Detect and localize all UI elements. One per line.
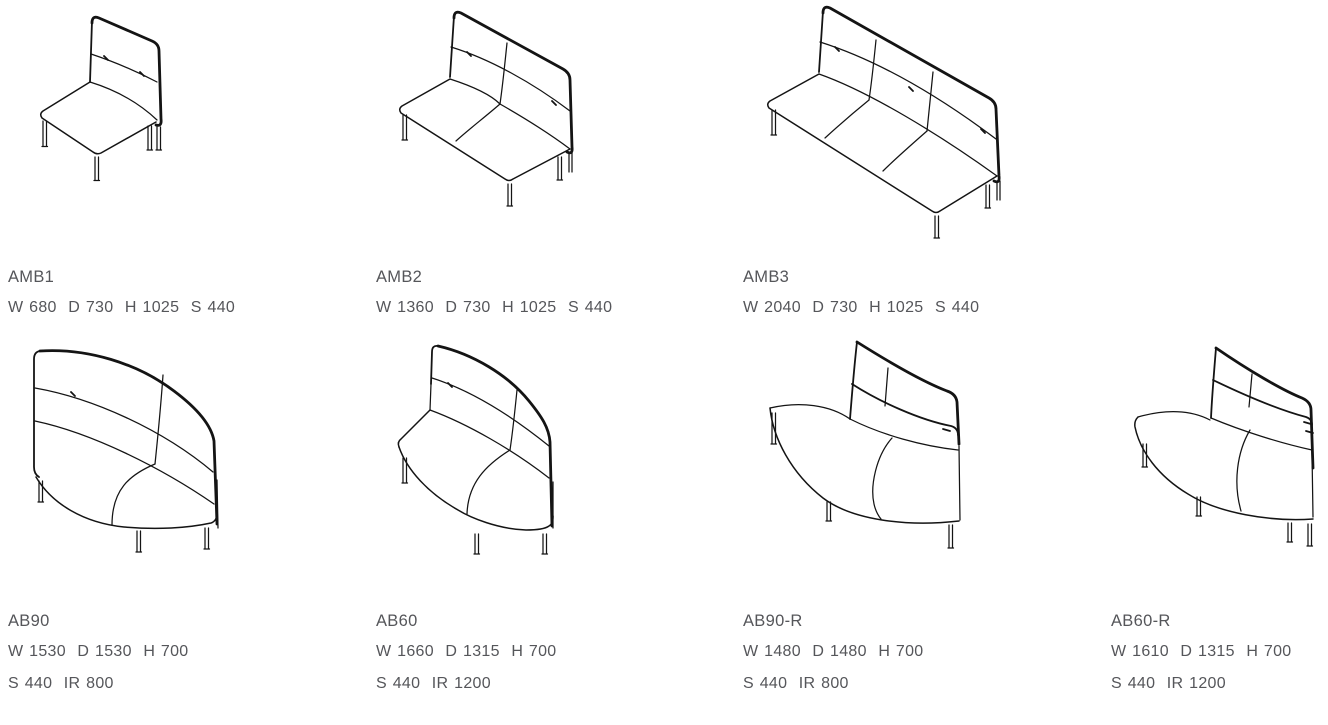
product-code: AB90: [8, 612, 50, 630]
figure-amb3-isometric-drawing: [740, 0, 1050, 252]
legs: [402, 115, 572, 206]
figure-ab60r-isometric-drawing: [1090, 330, 1328, 572]
back-panel: [90, 17, 161, 125]
back-panel: [430, 346, 552, 526]
product-label-amb1: [8, 266, 235, 329]
legs: [771, 413, 954, 548]
product-label-ab90r: [743, 610, 924, 705]
seat: [36, 464, 218, 528]
product-code: AMB1: [8, 268, 55, 286]
product-code: AMB3: [743, 268, 790, 286]
back-panel: [34, 351, 217, 524]
figure-amb1-isometric-drawing: [20, 0, 200, 192]
product-dimensions-line2: S 440 IR 800: [8, 675, 114, 692]
product-dimensions: W 680 D 730 H 1025 S 440: [8, 299, 236, 316]
seat: [41, 82, 157, 154]
back-panel: [850, 342, 959, 450]
product-dimensions-line2: S 440 IR 1200: [376, 675, 491, 692]
product-dimensions-line2: S 440 IR 800: [743, 675, 849, 692]
legs: [771, 110, 1000, 238]
product-label-ab90: [8, 610, 189, 705]
product-dimensions-line2: S 440 IR 1200: [1111, 675, 1226, 692]
legs: [38, 481, 210, 552]
seat: [770, 405, 960, 523]
product-dimensions-line1: W 1660 D 1315 H 700: [376, 643, 557, 660]
back-panel: [819, 7, 999, 182]
product-label-amb3: [743, 266, 979, 329]
legs: [1142, 444, 1313, 546]
product-dimensions-line1: W 1530 D 1530 H 700: [8, 643, 189, 660]
figure-ab60-isometric-drawing: [368, 332, 608, 574]
product-dimensions: W 2040 D 730 H 1025 S 440: [743, 299, 980, 316]
product-dimensions-line1: W 1610 D 1315 H 700: [1111, 643, 1292, 660]
product-dimensions-line1: W 1480 D 1480 H 700: [743, 643, 924, 660]
product-code: AB60-R: [1111, 612, 1171, 630]
figure-amb2-isometric-drawing: [378, 0, 613, 212]
product-label-ab60: [376, 610, 557, 705]
seat: [768, 74, 997, 213]
product-code: AMB2: [376, 268, 423, 286]
legs: [402, 458, 548, 554]
back-panel: [450, 12, 572, 153]
back-panel: [1211, 348, 1313, 468]
product-label-ab60r: [1111, 610, 1292, 705]
figure-ab90-isometric-drawing: [12, 332, 247, 572]
product-dimensions: W 1360 D 730 H 1025 S 440: [376, 299, 613, 316]
seat: [400, 79, 570, 181]
product-code: AB90-R: [743, 612, 803, 630]
product-code: AB60: [376, 612, 418, 630]
figure-ab90r-isometric-drawing: [730, 332, 982, 572]
product-label-amb2: [376, 266, 612, 329]
seat: [1135, 412, 1313, 520]
seat: [398, 410, 553, 530]
